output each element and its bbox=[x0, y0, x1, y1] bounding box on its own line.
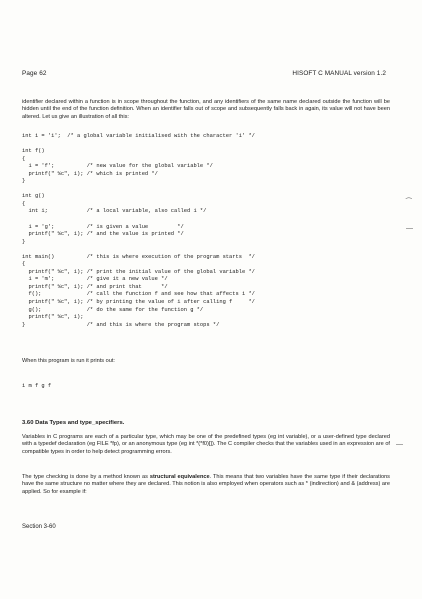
code-line: int main() /* this is where execution of the program starts */ bbox=[22, 253, 255, 260]
code-line bbox=[22, 141, 255, 149]
margin-mark: — bbox=[396, 441, 403, 448]
code-line: printf(" %c", i); bbox=[22, 314, 84, 321]
code-line bbox=[22, 246, 255, 254]
code-line: } bbox=[22, 178, 26, 185]
program-output: i m f g f bbox=[22, 383, 52, 389]
code-line: i = 'f'; /* new value for the global variable */ bbox=[22, 163, 213, 170]
run-text: When this program is run it prints out: bbox=[22, 358, 115, 364]
code-line: i = 'm'; /* give it a new value */ bbox=[22, 276, 168, 283]
equivalence-text-after: . This means that two variables have the same type if their declarations have the same structure no matter where they are declared. This notion is also employed when operators such as * (indirection) and & (address) are applied. So for example if: bbox=[22, 474, 390, 495]
code-line: printf(" %c", i); /* and the value is printed */ bbox=[22, 231, 184, 238]
equivalence-paragraph bbox=[22, 474, 390, 496]
code-line: } /* and this is where the program stops */ bbox=[22, 321, 220, 328]
code-line bbox=[22, 216, 255, 224]
code-line: g(); /* do the same for the function g */ bbox=[22, 306, 204, 313]
footer-section-label: Section 3-60 bbox=[22, 524, 56, 530]
code-line: printf(" %c", i); /* and print that */ bbox=[22, 283, 168, 290]
margin-mark: ⁔ bbox=[406, 192, 412, 199]
code-line: printf(" %c", i); /* by printing the value of i after calling f */ bbox=[22, 299, 255, 306]
structural-equivalence-term: structural equivalence bbox=[149, 474, 210, 480]
code-line: int f() bbox=[22, 148, 45, 155]
code-line: { bbox=[22, 261, 26, 268]
manual-title: HISOFT C MANUAL version 1.2 bbox=[292, 70, 386, 77]
code-line: { bbox=[22, 155, 26, 162]
margin-mark: — bbox=[406, 225, 413, 232]
code-line: f(); /* call the function f and see how that affects i */ bbox=[22, 291, 255, 298]
code-line: printf(" %c", i); /* which is printed */ bbox=[22, 170, 158, 177]
code-line: int g() bbox=[22, 193, 45, 200]
code-line: int i; /* a local variable, also called i */ bbox=[22, 208, 207, 215]
code-line: } bbox=[22, 238, 26, 245]
code-line: printf(" %c", i); /* print the initial value of the global variable */ bbox=[22, 268, 255, 275]
intro-paragraph: identifier declared within a function is in scope throughout the function, and any identifiers of the same name declared outside the function will be hidden until the end of the function definition. When an identifier falls out of scope and subsequently falls back in again, its value will not have been altered. Let us give an illustration of all this: bbox=[22, 99, 390, 120]
code-line bbox=[22, 186, 255, 194]
code-line: { bbox=[22, 200, 26, 207]
types-paragraph: Variables in C programs are each of a particular type, which may be one of the predefined types (eg int variable), or a user-defined type declared with a typedef declaration (eg FILE *fp), or an anonymous type (eg int *(*f0)[]). The C compiler checks that the variables used in an expression are of compatible types in order to help detect programming errors. bbox=[22, 434, 390, 455]
page-number: Page 62 bbox=[22, 70, 47, 77]
section-heading: 3.60 Data Types and type_specifiers. bbox=[22, 420, 125, 426]
code-line: i = 'g'; /* is given a value */ bbox=[22, 223, 184, 230]
equivalence-text-before: The type checking is done by a method known as bbox=[22, 474, 150, 480]
code-listing bbox=[22, 133, 255, 329]
code-line: int i = 'i'; /* a global variable initialised with the character 'i' */ bbox=[22, 133, 255, 139]
